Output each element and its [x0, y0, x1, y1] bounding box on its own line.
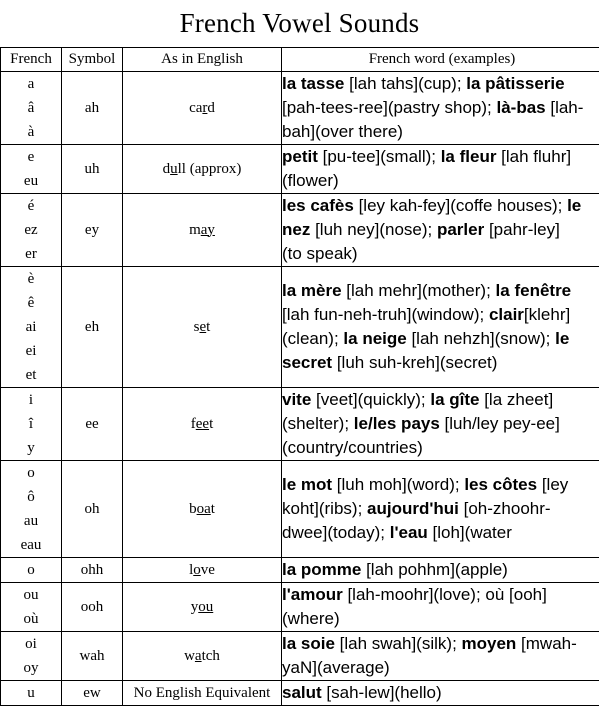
table-row: [1, 145, 599, 194]
example-text: [lah-moohr](love); où [ooh]: [343, 585, 547, 604]
example-line: [282, 120, 599, 144]
french-letter: a: [1, 72, 61, 96]
french-letter: oi: [1, 632, 61, 656]
english-word-part: l: [189, 562, 193, 578]
example-word: l'eau: [390, 523, 428, 542]
table-body: [1, 72, 599, 706]
example-line: [282, 194, 599, 218]
examples-cell: [282, 558, 599, 583]
table-header-row: [1, 48, 599, 72]
example-text: [luh suh-kreh](secret): [332, 353, 497, 372]
examples-cell: [282, 681, 599, 706]
table-row: [1, 72, 599, 145]
english-word-cell: [123, 267, 282, 388]
example-word: la tasse: [282, 74, 344, 93]
example-text: [ley: [537, 475, 568, 494]
english-word-cell: [123, 681, 282, 706]
example-line: [282, 96, 599, 120]
french-letter: et: [1, 363, 61, 387]
french-letters-cell: [1, 681, 62, 706]
english-word-cell: [123, 583, 282, 632]
symbol-cell: wah: [62, 632, 123, 681]
example-word: aujourd'hui: [367, 499, 459, 518]
example-text: (country/countries): [282, 438, 423, 457]
example-text: [veet](quickly);: [311, 390, 430, 409]
example-word: la neige: [343, 329, 406, 348]
french-letters-cell: [1, 632, 62, 681]
french-letter: eu: [1, 169, 61, 193]
french-letter: à: [1, 120, 61, 144]
example-line: [282, 412, 599, 436]
english-sound-underlined: oa: [197, 501, 211, 517]
english-word-part: ca: [189, 100, 202, 116]
example-word: la fleur: [441, 147, 497, 166]
symbol-cell: oh: [62, 461, 123, 558]
english-word-part: y: [191, 599, 199, 615]
french-letter: eau: [1, 533, 61, 557]
symbol-cell: eh: [62, 267, 123, 388]
french-letter: i: [1, 388, 61, 412]
table-row: [1, 194, 599, 267]
table-row: [1, 681, 599, 706]
english-word-part: tch: [202, 648, 220, 664]
example-text: dwee](today);: [282, 523, 390, 542]
english-word-part: b: [189, 501, 197, 517]
header-french: French: [1, 48, 62, 72]
vowel-table: [0, 47, 599, 706]
french-letter: ei: [1, 339, 61, 363]
symbol-cell: ee: [62, 388, 123, 461]
french-letters-cell: [1, 194, 62, 267]
example-text: [lah swah](silk);: [335, 634, 462, 653]
table-row: [1, 583, 599, 632]
example-word: la soie: [282, 634, 335, 653]
example-word: là-bas: [496, 98, 545, 117]
example-text: [mwah-: [516, 634, 576, 653]
english-word-part: w: [184, 648, 195, 664]
example-text: [lah nehzh](snow);: [407, 329, 555, 348]
example-line: [282, 218, 599, 242]
example-text: [luh ney](nose);: [310, 220, 437, 239]
english-word-cell: [123, 558, 282, 583]
french-letters-cell: [1, 388, 62, 461]
french-letter: ez: [1, 218, 61, 242]
french-letter: ai: [1, 315, 61, 339]
french-letter: â: [1, 96, 61, 120]
english-word-cell: [123, 632, 282, 681]
table-row: [1, 558, 599, 583]
symbol-cell: ooh: [62, 583, 123, 632]
example-text: [lah fluhr]: [496, 147, 571, 166]
example-line: [282, 521, 599, 545]
examples-cell: [282, 632, 599, 681]
example-word: salut: [282, 683, 322, 702]
example-text: [luh/ley pey-ee]: [440, 414, 560, 433]
example-text: (flower): [282, 171, 339, 190]
examples-cell: [282, 388, 599, 461]
example-line: [282, 242, 599, 266]
english-sound-underlined: ee: [196, 416, 209, 432]
example-word: secret: [282, 353, 332, 372]
english-word-part: ve: [201, 562, 215, 578]
example-word: les cafès: [282, 196, 354, 215]
example-line: [282, 436, 599, 460]
english-word-cell: [123, 461, 282, 558]
example-line: [282, 656, 599, 680]
example-text: [klehr]: [524, 305, 570, 324]
french-letter: é: [1, 194, 61, 218]
english-word-cell: [123, 388, 282, 461]
english-sound-underlined: ay: [201, 222, 215, 238]
example-word: nez: [282, 220, 310, 239]
french-letters-cell: [1, 72, 62, 145]
example-line: [282, 558, 599, 582]
example-line: [282, 279, 599, 303]
french-letter: u: [1, 681, 61, 705]
example-line: [282, 607, 599, 631]
example-text: [sah-lew](hello): [322, 683, 442, 702]
example-line: [282, 303, 599, 327]
english-word-part: ll (approx): [178, 161, 242, 177]
example-line: [282, 351, 599, 375]
example-word: la pâtisserie: [466, 74, 564, 93]
symbol-cell: uh: [62, 145, 123, 194]
example-text: [lah tahs](cup);: [344, 74, 466, 93]
example-text: [pahr-ley]: [484, 220, 560, 239]
english-sound-underlined: a: [195, 648, 202, 664]
page-title: French Vowel Sounds: [0, 6, 599, 40]
table-row: [1, 267, 599, 388]
example-text: (shelter);: [282, 414, 354, 433]
example-text: koht](ribs);: [282, 499, 367, 518]
english-word-part: t: [209, 416, 213, 432]
french-letter: o: [1, 461, 61, 485]
example-line: [282, 583, 599, 607]
example-word: clair: [489, 305, 524, 324]
english-word-cell: [123, 145, 282, 194]
english-word-part: m: [189, 222, 201, 238]
example-text: [lah pohhm](apple): [361, 560, 507, 579]
english-word-part: t: [206, 319, 210, 335]
english-sound-underlined: e: [200, 319, 207, 335]
examples-cell: [282, 194, 599, 267]
french-letter: er: [1, 242, 61, 266]
english-word-part: t: [211, 501, 215, 517]
example-text: [oh-zhoohr-: [459, 499, 551, 518]
english-word-part: No English Equivalent: [134, 685, 271, 701]
french-letter: o: [1, 558, 61, 582]
english-sound-underlined: u: [170, 161, 178, 177]
example-text: [pah-tees-ree](pastry shop);: [282, 98, 496, 117]
example-text: (clean);: [282, 329, 343, 348]
example-word: les côtes: [464, 475, 537, 494]
example-text: (where): [282, 609, 340, 628]
example-word: le/les pays: [354, 414, 440, 433]
french-letters-cell: [1, 145, 62, 194]
example-line: [282, 169, 599, 193]
example-text: [la zheet]: [479, 390, 553, 409]
symbol-cell: ew: [62, 681, 123, 706]
example-word: la pomme: [282, 560, 361, 579]
examples-cell: [282, 461, 599, 558]
english-word-cell: [123, 194, 282, 267]
header-symbol: Symbol: [62, 48, 123, 72]
example-word: vite: [282, 390, 311, 409]
example-line: [282, 72, 599, 96]
english-sound-underlined: o: [193, 562, 201, 578]
example-text: (to speak): [282, 244, 358, 263]
example-text: [lah-: [546, 98, 584, 117]
french-letter: ô: [1, 485, 61, 509]
example-text: [luh moh](word);: [332, 475, 464, 494]
symbol-cell: ohh: [62, 558, 123, 583]
example-line: [282, 145, 599, 169]
symbol-cell: ey: [62, 194, 123, 267]
english-sound-underlined: r: [202, 100, 207, 116]
examples-cell: [282, 267, 599, 388]
example-line: [282, 497, 599, 521]
example-word: la fenêtre: [496, 281, 572, 300]
examples-cell: [282, 583, 599, 632]
french-letters-cell: [1, 267, 62, 388]
french-letter: ou: [1, 583, 61, 607]
example-word: petit: [282, 147, 318, 166]
french-letter: où: [1, 607, 61, 631]
examples-cell: [282, 145, 599, 194]
example-text: yaN](average): [282, 658, 390, 677]
french-letter: è: [1, 267, 61, 291]
french-letters-cell: [1, 461, 62, 558]
example-line: [282, 681, 599, 705]
example-text: bah](over there): [282, 122, 403, 141]
french-letters-cell: [1, 558, 62, 583]
example-word: le: [555, 329, 569, 348]
english-word-cell: [123, 72, 282, 145]
header-examples: French word (examples): [282, 48, 599, 72]
french-letter: y: [1, 436, 61, 460]
english-word-part: d: [207, 100, 215, 116]
example-line: [282, 473, 599, 497]
french-letter: au: [1, 509, 61, 533]
example-word: moyen: [462, 634, 517, 653]
french-letter: oy: [1, 656, 61, 680]
english-word-part: d: [163, 161, 171, 177]
example-text: [ley kah-fey](coffe houses);: [354, 196, 567, 215]
example-text: [lah fun-neh-truh](window);: [282, 305, 489, 324]
example-word: le: [567, 196, 581, 215]
example-word: parler: [437, 220, 484, 239]
english-word-part: s: [194, 319, 200, 335]
table-row: [1, 632, 599, 681]
header-english: As in English: [123, 48, 282, 72]
english-word-part: f: [191, 416, 196, 432]
example-word: le mot: [282, 475, 332, 494]
example-text: [loh](water: [428, 523, 512, 542]
example-line: [282, 632, 599, 656]
french-letter: e: [1, 145, 61, 169]
table-row: [1, 461, 599, 558]
example-text: [pu-tee](small);: [318, 147, 441, 166]
english-sound-underlined: ou: [198, 599, 213, 615]
french-letters-cell: [1, 583, 62, 632]
symbol-cell: ah: [62, 72, 123, 145]
table-row: [1, 388, 599, 461]
example-word: la mère: [282, 281, 342, 300]
example-word: l'amour: [282, 585, 343, 604]
example-line: [282, 388, 599, 412]
french-letter: î: [1, 412, 61, 436]
french-letter: ê: [1, 291, 61, 315]
example-word: la gîte: [430, 390, 479, 409]
example-text: [lah mehr](mother);: [342, 281, 496, 300]
examples-cell: [282, 72, 599, 145]
example-line: [282, 327, 599, 351]
